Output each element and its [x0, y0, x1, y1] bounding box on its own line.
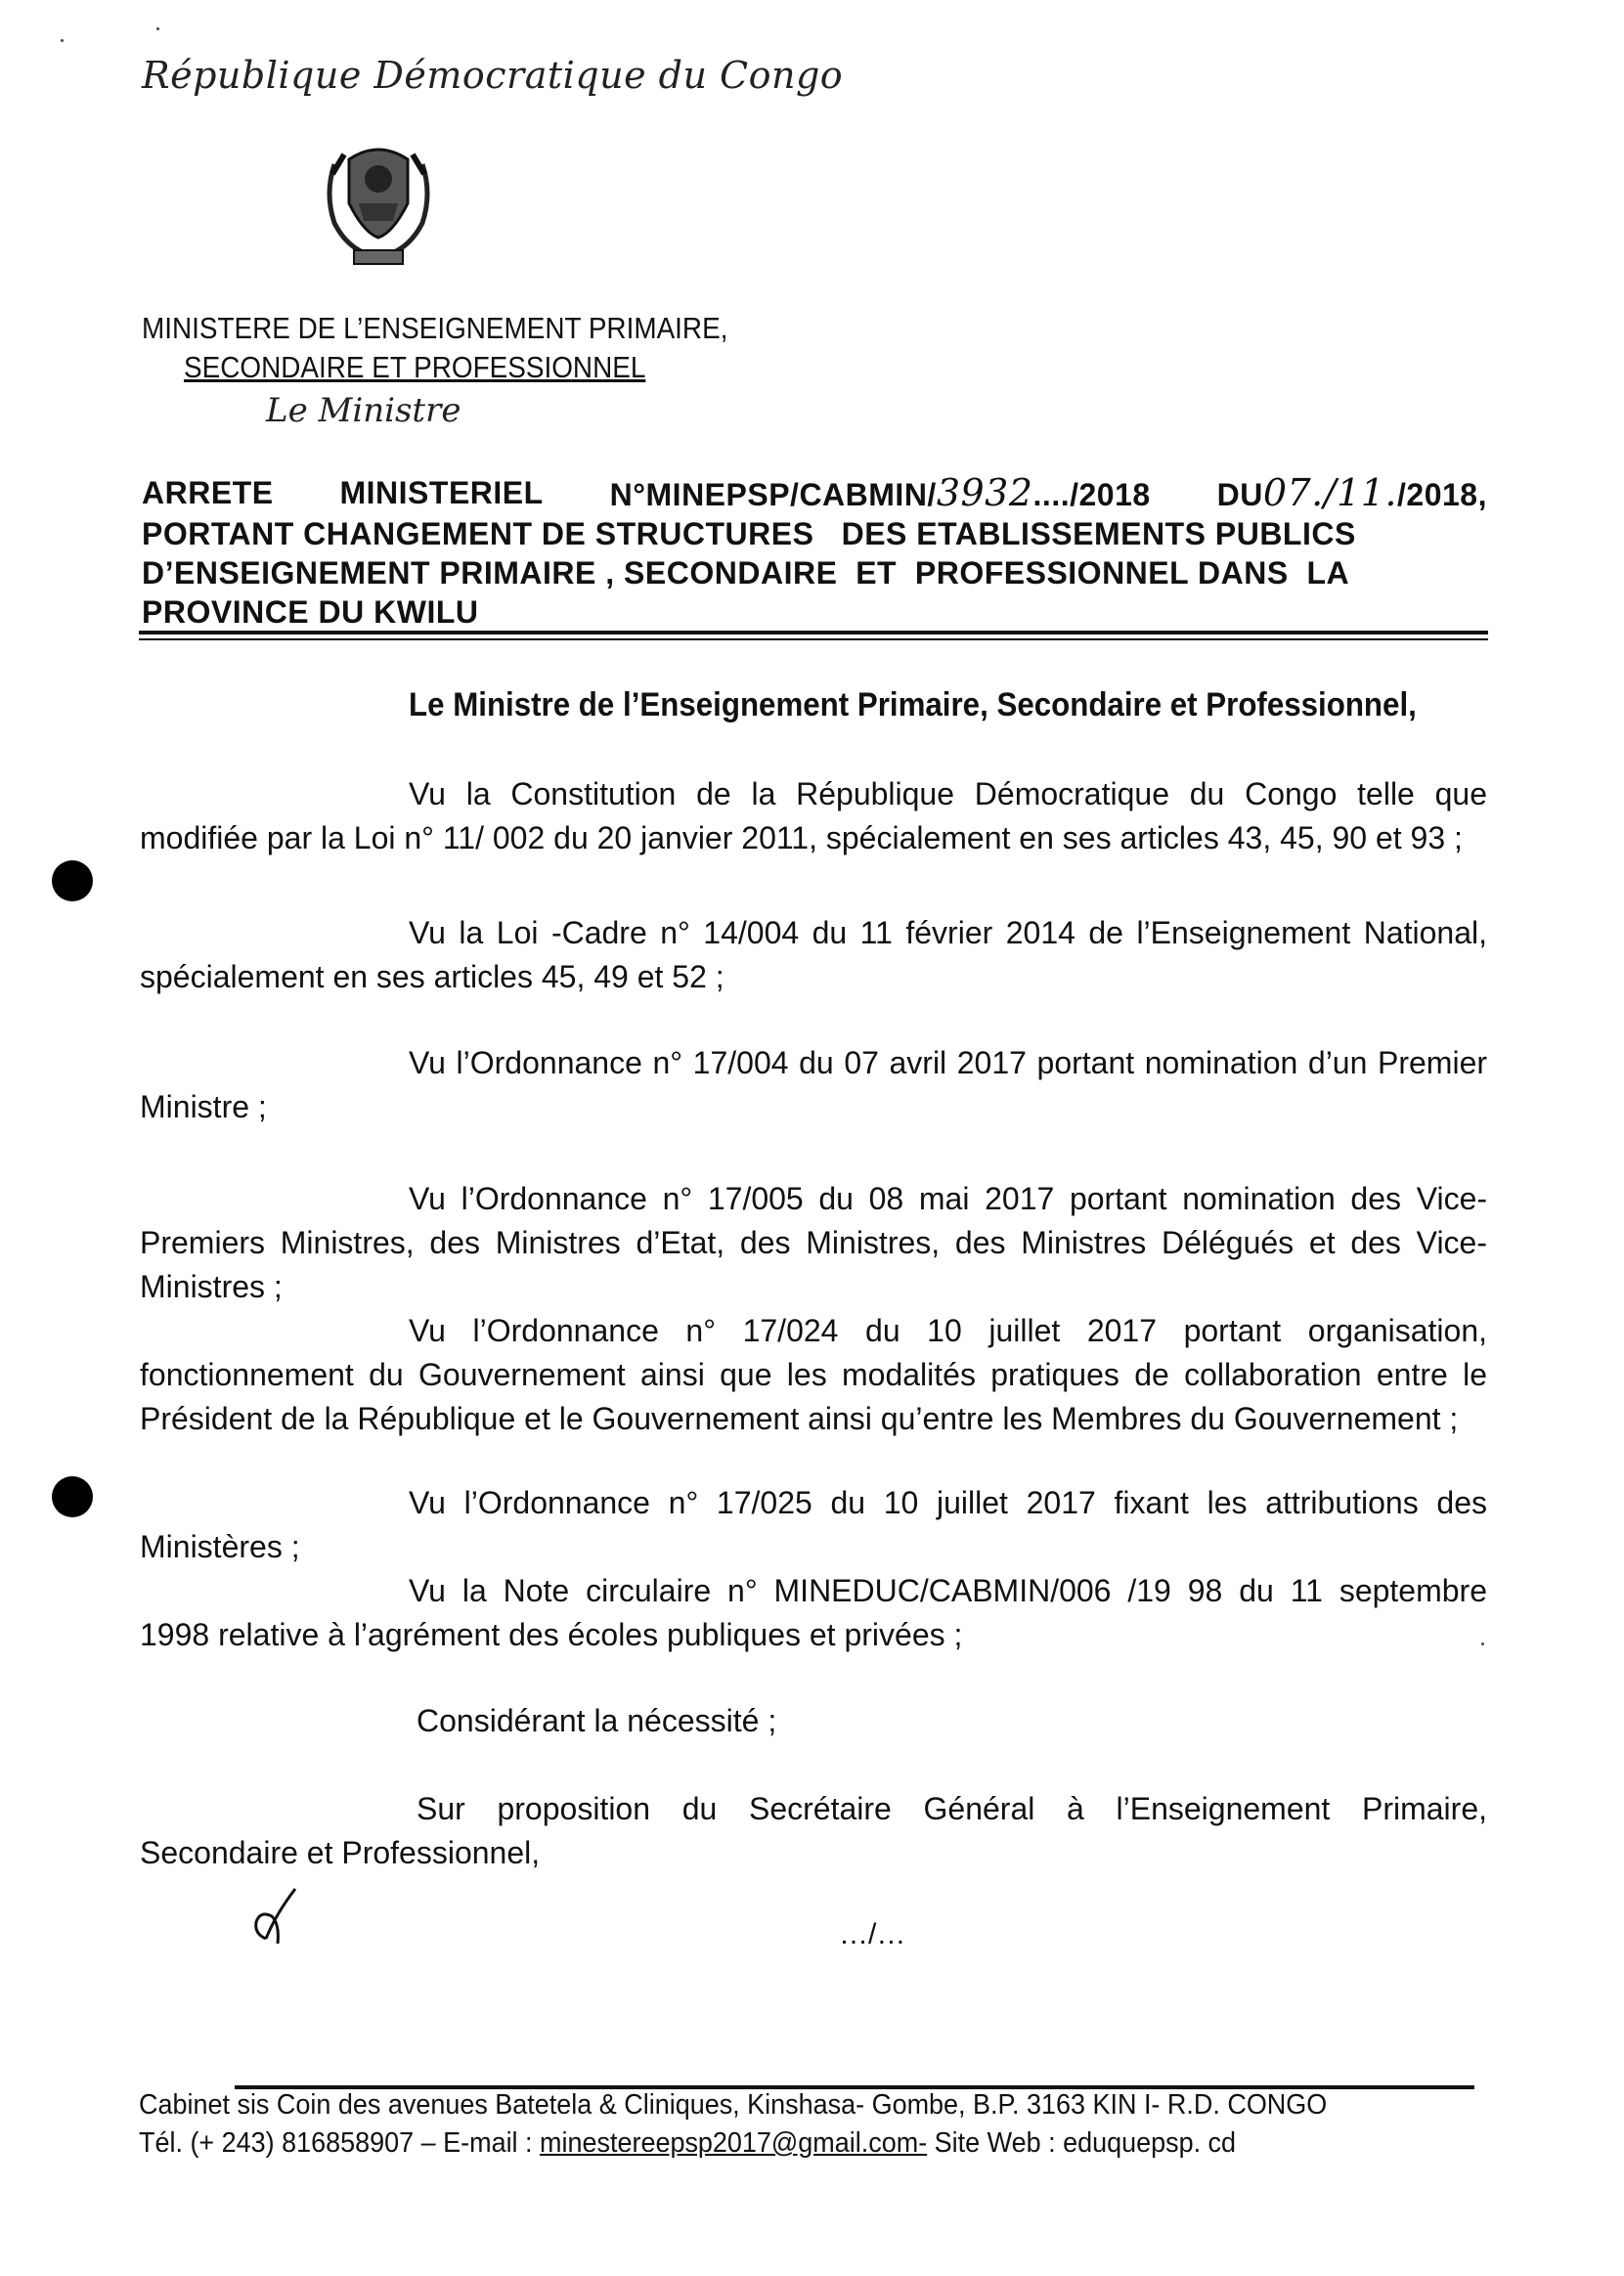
title-reference: N°MINEPSP/CABMIN/3932..../2018 — [609, 471, 1151, 514]
scan-speck — [61, 39, 64, 42]
le-ministre-heading: Le Ministre — [266, 391, 461, 430]
ministry-name-line1: MINISTERE DE L’ENSEIGNEMENT PRIMAIRE, — [142, 311, 728, 345]
punch-hole-mark — [52, 1476, 93, 1517]
continuation-mark: …/… — [839, 1918, 906, 1950]
footer-email-link[interactable]: minestereepsp2017@gmail.com- — [540, 2127, 928, 2159]
title-line-3: D’ENSEIGNEMENT PRIMAIRE , SECONDAIRE ET PROFESSIONNEL DANS LA — [142, 555, 1350, 591]
punch-hole-mark — [52, 860, 93, 901]
paragraph-considerant: Considérant la nécessité ; — [417, 1703, 777, 1738]
paragraph-proposition: Sur proposition du Secrétaire Général à l’Enseignement Primaire, Secondaire et Professionnel, — [140, 1791, 1487, 1870]
title-rule-thick — [139, 631, 1488, 635]
handwritten-number: 3932 — [936, 471, 1033, 514]
republic-heading: République Démocratique du Congo — [142, 54, 844, 97]
scan-speck — [1481, 1642, 1484, 1645]
footer-address: Cabinet sis Coin des avenues Batetela & Cliniques, Kinshasa- Gombe, B.P. 3163 KIN I- R.D. CONGO — [139, 2089, 1328, 2121]
title-rule-thin — [139, 638, 1488, 640]
initial-signature — [246, 1885, 315, 1953]
paragraph-note-circulaire: Vu la Note circulaire n° MINEDUC/CABMIN/006 /19 98 du 11 septembre 1998 relative à l’agrément des écoles publiques et privées ; — [140, 1573, 1487, 1652]
paragraph-constitution: Vu la Constitution de la République Démocratique du Congo telle que modifiée par la Loi n° 11/ 002 du 20 janvier 2011, spécialement en ses articles 43, 45, 90 et 93 ; — [140, 776, 1487, 855]
title-line-2: PORTANT CHANGEMENT DE STRUCTURES DES ETABLISSEMENTS PUBLICS — [142, 516, 1356, 551]
handwritten-date: 07./11. — [1262, 471, 1397, 514]
paragraph-loi-cadre: Vu la Loi -Cadre n° 14/004 du 11 février 2014 de l’Enseignement National, spécialement en ses articles 45, 49 et 52 ; — [140, 915, 1487, 994]
paragraph-ordonnance-005: Vu l’Ordonnance n° 17/005 du 08 mai 2017 portant nomination des Vice-Premiers Ministres, des Ministres d’Etat, des Ministres, des Ministres Délégués et des Vice- Ministres ; — [140, 1181, 1488, 1304]
footer-contact: Tél. (+ 243) 816858907 – E-mail : minestereepsp2017@gmail.com- Site Web : eduquepsp. cd — [139, 2127, 1237, 2159]
ministry-name-line2: SECONDAIRE ET PROFESSIONNEL — [184, 350, 646, 384]
title-ministeriel: MINISTERIEL — [339, 475, 544, 510]
title-line-1 — [142, 473, 1487, 514]
title-line-4: PROVINCE DU KWILU — [142, 594, 479, 630]
minister-heading: Le Ministre de l’Enseignement Primaire, Secondaire et Professionnel, — [409, 686, 1417, 723]
paragraph-ordonnance-004: Vu l’Ordonnance n° 17/004 du 07 avril 2017 portant nomination d’un Premier Ministre ; — [140, 1045, 1488, 1124]
title-arrete: ARRETE — [142, 475, 274, 510]
coat-of-arms-icon — [315, 135, 442, 267]
paragraph-ordonnance-025: Vu l’Ordonnance n° 17/025 du 10 juillet 2017 fixant les attributions des Ministères ; — [140, 1485, 1487, 1564]
scan-speck — [156, 27, 159, 30]
title-date: DU07./11./2018, — [1216, 471, 1487, 514]
paragraph-ordonnance-024: Vu l’Ordonnance n° 17/024 du 10 juillet 2017 portant organisation, fonctionnement du Gouvernement ainsi que les modalités pratiques de collaboration entre le Président de la République et le Gouvernement ainsi qu’entre les Membres du Gouvernement ; — [140, 1313, 1487, 1436]
decree-title — [142, 473, 1487, 632]
